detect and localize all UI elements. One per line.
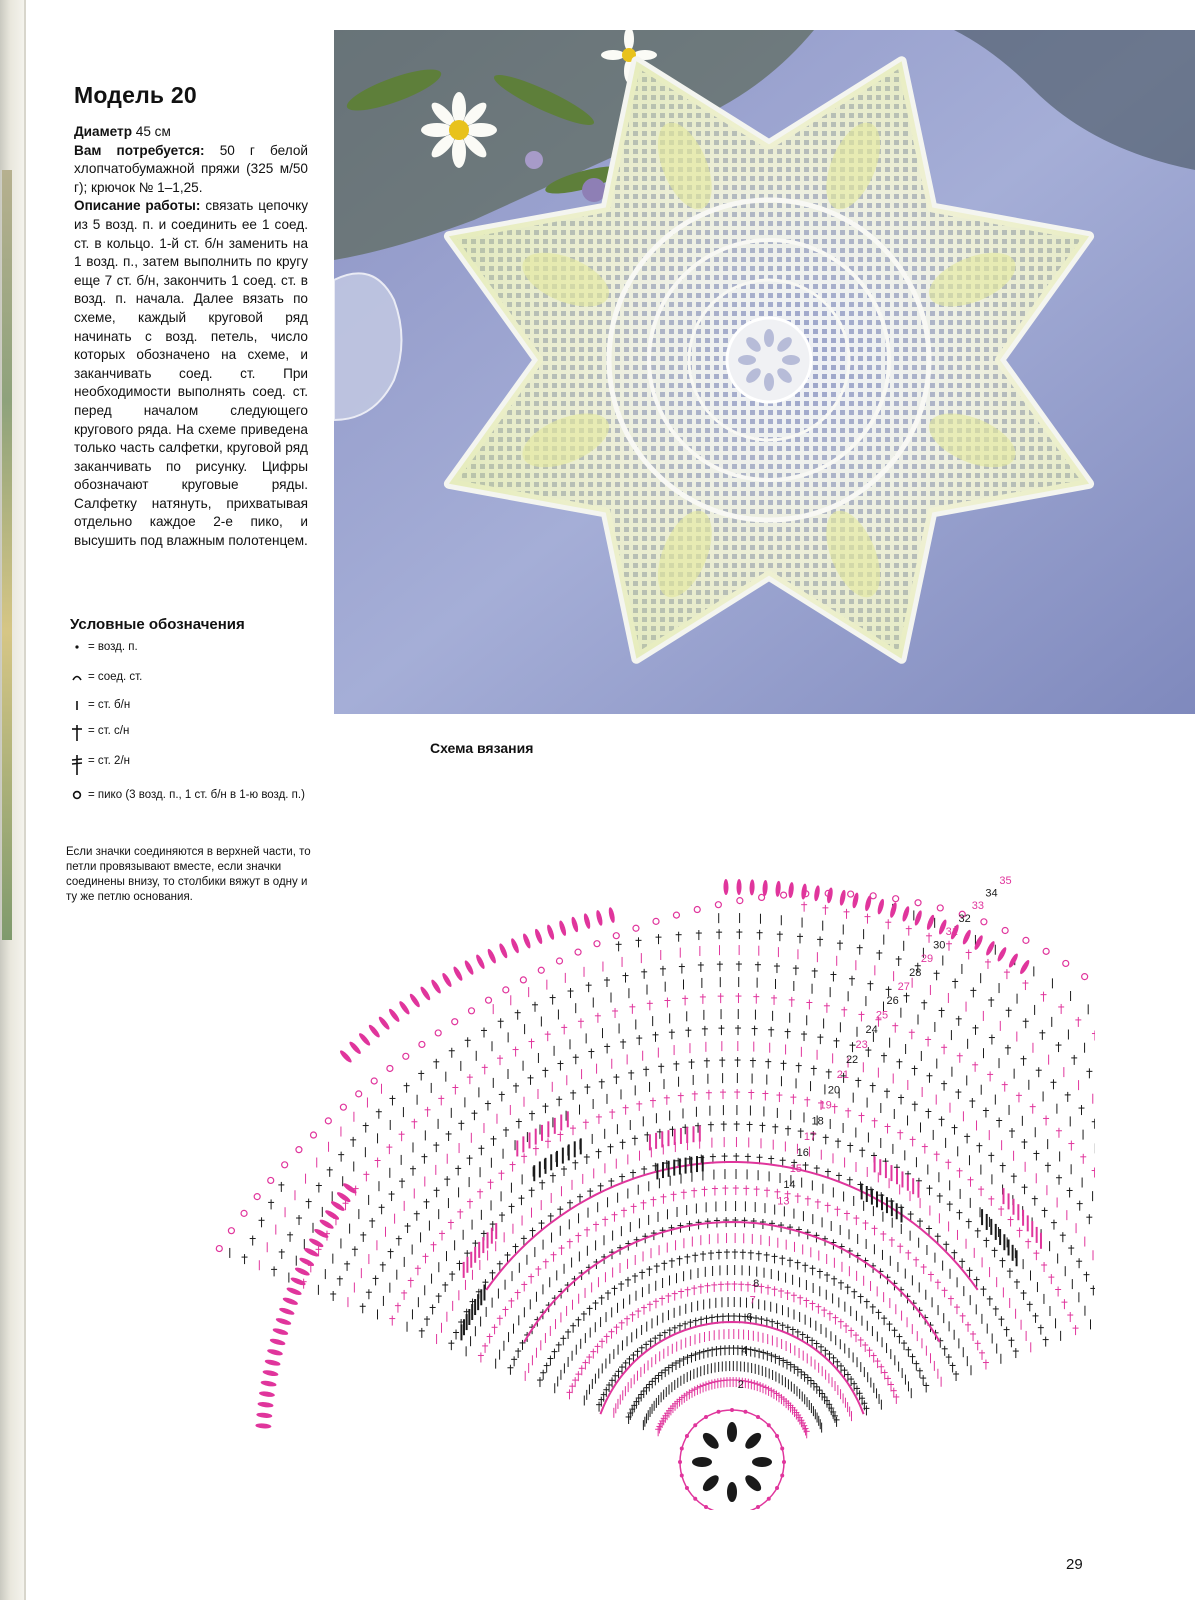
legend-note: Если значки соединяются в верхней части, то петли провязывают вместе, если значки соединены внизу, то столбики вяжут в одну и ту же петлю основания. xyxy=(66,846,311,903)
scallop-mark xyxy=(357,1032,371,1047)
scallop-mark xyxy=(723,879,728,895)
scallop-mark xyxy=(408,992,421,1008)
row-number: 31 xyxy=(945,926,958,939)
scallop-mark xyxy=(546,924,556,941)
ring-dot xyxy=(693,1497,697,1501)
center-petal xyxy=(727,1482,737,1502)
work-text: связать цепочку из 5 возд. п. и соединить ее 1 соед. ст. в кольцо. 1-й ст. б/н заменить на 1 возд. п., затем выполнить по кругу еще 7 ст. б/н, закончить 1 соед. ст. в возд. п. начала. Далее вязать по схеме, каждый круговой ряд начинать с возд. петель, число которых обозначено на схеме, и заканчивать соед. ст. При необходимости выполнять соед. ст. перед началом следующего кругового ряда. На схеме приведена только часть салфетки, круговой ряд заканчивать по рисунку. Цифры обозначают круговые ряды. Салфетку натянуть, прихватывая отдельно каждое 2-е пико, и высушить под влажным полотенцем. xyxy=(74,198,308,549)
row-number: 14 xyxy=(783,1179,796,1192)
picot-mark xyxy=(633,925,639,931)
scallop-mark xyxy=(419,985,432,1001)
picot-mark xyxy=(228,1228,234,1234)
binding-strip xyxy=(2,170,12,940)
legend-item-slip-stitch xyxy=(66,670,316,684)
scallop-mark xyxy=(749,879,755,895)
picot-mark xyxy=(254,1194,260,1200)
picot-mark xyxy=(468,1008,474,1014)
scallop-mark xyxy=(801,883,808,900)
crochet-schema xyxy=(170,740,1095,1510)
row-number: 18 xyxy=(811,1115,824,1128)
work-line xyxy=(74,197,308,550)
picot-mark xyxy=(503,987,509,993)
picot-mark xyxy=(241,1210,247,1216)
row-number: 26 xyxy=(886,995,899,1008)
row-number: 33 xyxy=(971,900,985,913)
arc-icon xyxy=(66,670,88,684)
picot-mark xyxy=(538,967,544,973)
scallop-mark xyxy=(851,892,859,909)
scallop-mark xyxy=(826,887,834,904)
schema-title: Схема вязания xyxy=(430,740,534,756)
picot-mark xyxy=(356,1091,362,1097)
legend-item-single-crochet xyxy=(66,698,316,712)
picot-mark xyxy=(325,1118,331,1124)
picot-mark xyxy=(268,1177,274,1183)
picot-mark xyxy=(556,958,562,964)
row-number: 28 xyxy=(909,966,922,979)
picot-mark xyxy=(419,1041,425,1047)
scallop-mark xyxy=(338,1049,353,1064)
picot-mark xyxy=(403,1053,409,1059)
diameter-line xyxy=(74,123,308,142)
diameter-label: Диаметр xyxy=(74,124,132,139)
picot-mark xyxy=(435,1030,441,1036)
materials-line xyxy=(74,142,308,198)
scallop-mark xyxy=(534,928,544,945)
picot-mark xyxy=(575,949,581,955)
row-number: 21 xyxy=(836,1068,849,1081)
scallop-mark xyxy=(736,879,741,895)
picot-mark xyxy=(452,1019,458,1025)
legend-label: = возд. п. xyxy=(88,641,138,653)
legend-title: Условные обозначения xyxy=(70,616,245,633)
scallop-mark xyxy=(377,1015,391,1031)
scallop-mark xyxy=(558,920,568,937)
ring-dot xyxy=(680,1447,684,1451)
scallop-mark xyxy=(286,1286,303,1296)
picot-mark xyxy=(1023,937,1029,943)
crochet-doily-photo xyxy=(334,30,1195,714)
ring-dot xyxy=(775,1486,779,1490)
picot-mark xyxy=(1063,960,1069,966)
scallop-mark xyxy=(387,1007,401,1023)
picot-mark xyxy=(653,918,659,924)
ring-dot xyxy=(743,1410,747,1414)
scallop-mark xyxy=(398,1000,411,1016)
diameter-value: 45 см xyxy=(135,124,171,139)
schema-grid xyxy=(216,887,1095,1438)
center-petal xyxy=(727,1422,737,1442)
scallop-mark xyxy=(272,1327,289,1336)
scallop-mark xyxy=(876,898,885,915)
row-number: 15 xyxy=(789,1162,803,1175)
scallop-mark xyxy=(1007,952,1019,968)
daisy-icon xyxy=(421,92,497,168)
scallop-mark xyxy=(961,929,972,946)
scallop-mark xyxy=(256,1412,272,1419)
row-number: 7 xyxy=(749,1294,756,1307)
row-number: 25 xyxy=(875,1009,889,1022)
row-number: 29 xyxy=(920,953,934,966)
ring-dot xyxy=(704,1505,708,1509)
scallop-mark xyxy=(996,946,1008,962)
picot-mark xyxy=(759,894,765,900)
row-number: 32 xyxy=(958,913,971,926)
scallop-mark xyxy=(267,1348,284,1357)
scallop-mark xyxy=(889,902,898,919)
picot-mark xyxy=(737,898,743,904)
scallop-mark xyxy=(278,1306,295,1316)
scallop-mark xyxy=(813,885,820,902)
row-number: 23 xyxy=(855,1038,868,1051)
ring-icon xyxy=(66,788,88,802)
row-number: 24 xyxy=(865,1024,878,1037)
ring-dot xyxy=(756,1505,760,1509)
picot-mark xyxy=(296,1147,302,1153)
scallop-mark xyxy=(486,948,497,965)
scallop-mark xyxy=(901,906,911,923)
center-petal xyxy=(692,1457,712,1467)
ring-dot xyxy=(678,1460,682,1464)
legend-label: = соед. ст. xyxy=(88,671,143,683)
picot-mark xyxy=(915,900,921,906)
ring-dot xyxy=(693,1423,697,1427)
crochet-schema-diagram xyxy=(170,740,1095,1510)
center-petal xyxy=(752,1457,772,1467)
scallop-mark xyxy=(583,913,592,930)
scallop-mark xyxy=(913,910,923,927)
row-number: 13 xyxy=(777,1195,790,1208)
scallop-mark xyxy=(441,972,453,988)
ring-dot xyxy=(717,1410,721,1414)
scallop-mark xyxy=(367,1023,381,1039)
scallop-mark xyxy=(259,1391,276,1398)
row-number: 16 xyxy=(796,1146,809,1159)
picot-mark xyxy=(848,891,854,897)
ring-dot xyxy=(730,1408,734,1412)
cross-icon xyxy=(66,724,88,742)
scallop-mark xyxy=(269,1337,286,1346)
ring-dot xyxy=(767,1497,771,1501)
row-number: 8 xyxy=(753,1277,760,1290)
scallop-mark xyxy=(348,1040,362,1055)
scallop-mark xyxy=(255,1423,271,1429)
scallop-mark xyxy=(430,978,443,994)
row-number: 19 xyxy=(819,1099,832,1112)
legend-label: = ст. 2/н xyxy=(88,755,130,767)
materials-text: 50 г белой хлопчатобумажной пряжи (325 м/50 г); крючок № 1–1,25. xyxy=(74,142,308,195)
row-number: 35 xyxy=(999,875,1012,888)
ring-dot xyxy=(767,1423,771,1427)
legend-label: = пико (3 возд. п., 1 ст. б/н в 1-ю возд. п.) xyxy=(88,789,305,801)
scallop-mark xyxy=(330,1200,346,1213)
legend-label: = ст. с/н xyxy=(88,725,130,737)
scallop-mark xyxy=(308,1237,324,1249)
scallop-mark xyxy=(608,907,616,924)
work-label: Описание работы: xyxy=(74,198,201,214)
picot-mark xyxy=(1082,974,1088,980)
legend-item-chain xyxy=(66,640,316,654)
doily-photo xyxy=(334,30,1195,714)
scallop-mark xyxy=(294,1266,311,1277)
scallop-mark xyxy=(275,1317,292,1327)
scallop-mark xyxy=(463,959,475,975)
picot-mark xyxy=(282,1162,288,1168)
scallop-mark xyxy=(298,1256,315,1267)
picot-mark xyxy=(387,1065,393,1071)
ring-dot xyxy=(685,1486,689,1490)
ring-dot xyxy=(775,1434,779,1438)
picot-mark xyxy=(340,1104,346,1110)
row-number: 22 xyxy=(845,1053,859,1066)
row-number: 34 xyxy=(985,887,998,900)
picot-mark xyxy=(520,977,526,983)
schema-center-ring xyxy=(678,1408,786,1510)
legend-label: = ст. б/н xyxy=(88,699,131,711)
ring-dot xyxy=(756,1415,760,1419)
ring-dot xyxy=(704,1415,708,1419)
scallop-mark xyxy=(262,1369,279,1377)
picot-mark xyxy=(694,907,700,913)
row-number: 27 xyxy=(897,980,910,993)
picot-mark xyxy=(310,1132,316,1138)
page-binding xyxy=(0,0,26,1600)
scallop-mark xyxy=(570,916,579,933)
model-description xyxy=(74,123,308,551)
picot-mark xyxy=(937,905,943,911)
ring-dot xyxy=(780,1473,784,1477)
row-number: 4 xyxy=(741,1345,748,1358)
picot-mark xyxy=(371,1078,377,1084)
binding-edge xyxy=(24,0,26,1600)
scallop-mark xyxy=(475,953,487,970)
row-number: 17 xyxy=(803,1131,817,1144)
scallop-mark xyxy=(839,889,847,906)
row-arc xyxy=(524,1222,940,1342)
picot-mark xyxy=(715,902,721,908)
picot-mark xyxy=(1043,948,1049,954)
scallop-mark xyxy=(973,934,984,951)
ring-dot xyxy=(782,1460,786,1464)
scallop-mark xyxy=(282,1296,299,1306)
scallop-mark xyxy=(925,914,935,931)
ring-dot xyxy=(685,1434,689,1438)
scallop-mark xyxy=(336,1191,352,1204)
model-title: Модель 20 xyxy=(74,82,197,108)
double-cross-icon xyxy=(66,754,88,776)
row-number: 2 xyxy=(737,1379,744,1392)
picot-mark xyxy=(781,892,787,898)
scallop-mark xyxy=(595,910,604,927)
scallop-mark xyxy=(452,965,464,981)
picot-mark xyxy=(486,997,492,1003)
scallop-mark xyxy=(260,1380,277,1388)
scallop-mark xyxy=(762,880,768,896)
picot-mark xyxy=(893,896,899,902)
scallop-mark xyxy=(264,1359,281,1367)
picot-mark xyxy=(673,912,679,918)
page-number: 29 xyxy=(1066,1556,1083,1573)
scallop-mark xyxy=(324,1209,340,1222)
scallop-mark xyxy=(1018,959,1030,975)
picot-mark xyxy=(981,919,987,925)
ring-dot xyxy=(680,1473,684,1477)
materials-label: Вам потребуется: xyxy=(74,142,205,158)
row-number: 20 xyxy=(827,1084,841,1097)
scallop-mark xyxy=(303,1246,320,1258)
row-number: 30 xyxy=(933,939,946,952)
scallop-mark xyxy=(522,933,533,950)
dot-icon xyxy=(66,640,88,654)
scallop-mark xyxy=(498,942,509,959)
picot-mark xyxy=(216,1246,222,1252)
scallop-mark xyxy=(257,1401,273,1408)
row-number: 6 xyxy=(746,1311,753,1324)
picot-mark xyxy=(613,933,619,939)
ring-dot xyxy=(780,1447,784,1451)
picot-mark xyxy=(594,941,600,947)
bar-icon xyxy=(66,698,88,712)
scallop-mark xyxy=(788,882,795,898)
picot-mark xyxy=(1002,928,1008,934)
scallop-mark xyxy=(510,937,521,954)
scallop-mark xyxy=(318,1218,334,1230)
scallop-mark xyxy=(985,940,997,957)
